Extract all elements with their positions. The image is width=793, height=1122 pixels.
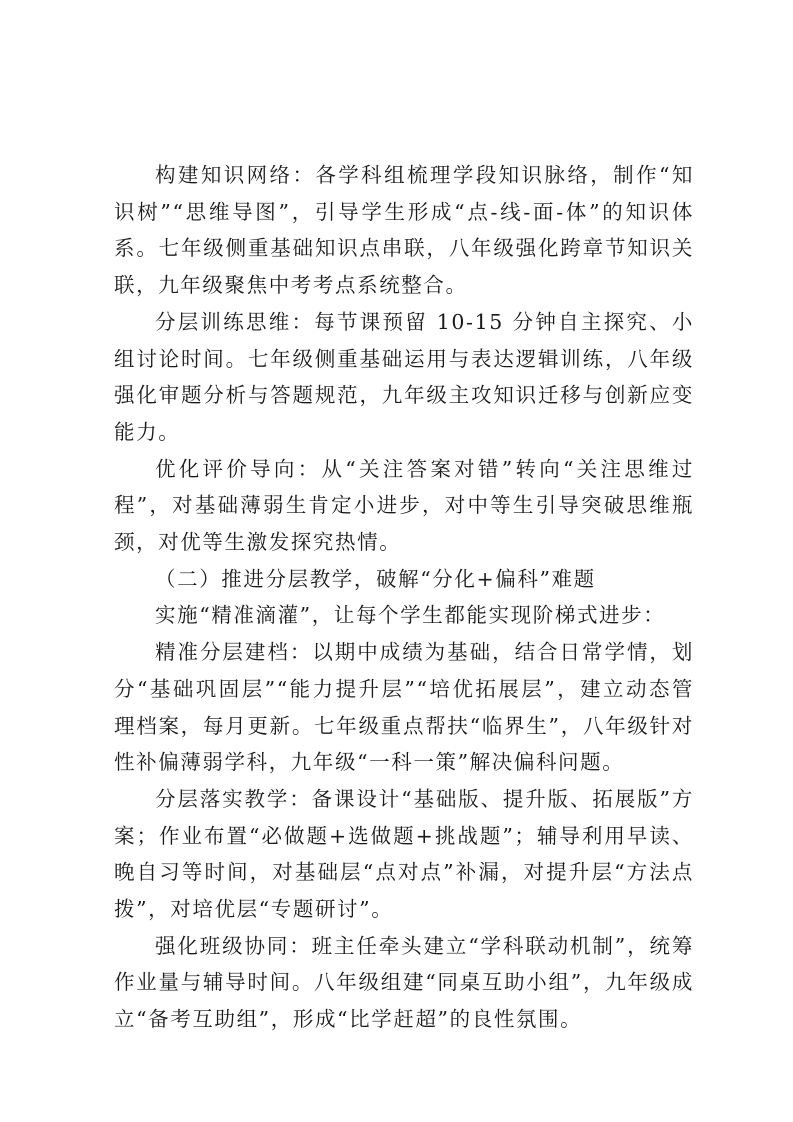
paragraph-evaluation-guidance: 优化评价导向：从“关注答案对错”转向“关注思维过程”，对基础薄弱生肯定小进步，对中等生引导突破思维瓶颈，对优等生激发探究热情。: [114, 456, 694, 555]
paragraph-layered-teaching: 分层落实教学：备课设计“基础版、提升版、拓展版”方案；作业布置“必做题+选做题+挑战题”；辅导利用早读、晚自习等时间，对基础层“点对点”补漏，对提升层“方法点拨”，对培优层“专题研讨”。: [114, 786, 694, 922]
section-heading: （二）推进分层教学，破解“分化+偏科”难题: [155, 566, 596, 591]
document-body: [114, 157, 694, 1038]
paragraph-class-collaboration: 强化班级协同：班主任牵头建立“学科联动机制”，统筹作业量与辅导时间。八年级组建“同桌互助小组”，九年级成立“备考互助组”，形成“比学赶超”的良性氛围。: [114, 933, 694, 1032]
paragraph-layered-archive: 精准分层建档：以期中成绩为基础，结合日常学情，划分“基础巩固层”“能力提升层”“培优拓展层”，建立动态管理档案，每月更新。七年级重点帮扶“临界生”，八年级针对性补偏薄弱学科，九年级“一科一策”解决偏科问题。: [114, 640, 694, 775]
paragraph-layered-training: 分层训练思维：每节课预留 10-15 分钟自主探究、小组讨论时间。七年级侧重基础运用与表达逻辑训练，八年级强化审题分析与答题规范，九年级主攻知识迁移与创新应变能力。: [114, 309, 694, 444]
paragraph-knowledge-network: 构建知识网络：各学科组梳理学段知识脉络，制作“知识树”“思维导图”，引导学生形成“点-线-面-体”的知识体系。七年级侧重基础知识点串联，八年级强化跨章节知识关联，九年级聚焦中考考点系统整合。: [114, 163, 694, 298]
paragraph-precise-irrigation: 实施“精准滴灌”，让每个学生都能实现阶梯式进步：: [155, 603, 666, 628]
